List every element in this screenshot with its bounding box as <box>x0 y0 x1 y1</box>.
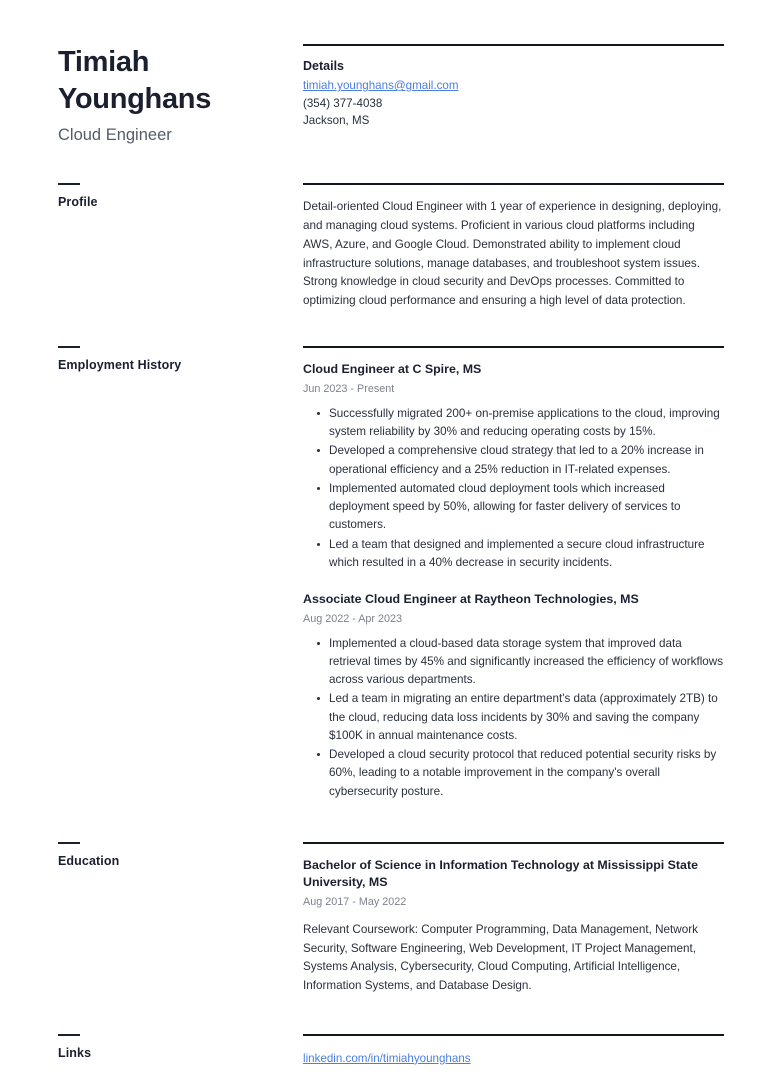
header-section <box>58 44 724 147</box>
list-item: Developed a cloud security protocol that reduced potential security risks by 60%, leading to a notable improvement in the company's overall cybersecurity posture. <box>303 746 724 801</box>
dash-icon <box>58 842 80 844</box>
employment-date: Aug 2022 - Apr 2023 <box>303 612 403 625</box>
dash-icon <box>58 346 80 348</box>
employment-entry <box>303 591 724 801</box>
linkedin-link[interactable]: linkedin.com/in/timiahyounghans <box>303 1051 471 1065</box>
employment-entry <box>303 361 724 572</box>
name-block <box>58 44 303 147</box>
profile-section <box>58 183 724 312</box>
education-section <box>58 842 724 996</box>
list-item: Led a team in migrating an entire department's data (approximately 2TB) to the cloud, reducing data loss incidents by 30% and saving the company $100K in annual maintenance costs. <box>303 690 724 745</box>
link-row <box>303 1049 724 1068</box>
section-rule-details <box>303 44 724 46</box>
employment-content <box>303 346 724 802</box>
list-item: Led a team that designed and implemented a secure cloud infrastructure which resulted in a 40% decrease in security incidents. <box>303 536 724 573</box>
dash-icon <box>58 183 80 185</box>
employment-bullet-list <box>303 635 724 801</box>
first-name: Timiah <box>58 46 150 78</box>
links-content <box>303 1034 724 1068</box>
employment-date: Jun 2023 - Present <box>303 382 395 395</box>
dash-icon <box>58 1034 80 1036</box>
employment-title: Cloud Engineer at C Spire, MS <box>303 362 482 377</box>
employment-section <box>58 346 724 802</box>
links-label-block <box>58 1034 303 1060</box>
education-date: Aug 2017 - May 2022 <box>303 895 407 908</box>
section-rule-profile <box>303 183 724 185</box>
section-label-education: Education <box>58 853 120 868</box>
section-rule-employment <box>303 346 724 348</box>
list-item: Developed a comprehensive cloud strategy that led to a 20% increase in operational efficiency and a 25% reduction in IT-related expenses. <box>303 442 724 479</box>
profile-label-block <box>58 183 303 209</box>
list-item: Successfully migrated 200+ on-premise applications to the cloud, improving system reliability by 30% and reducing operating costs by 15%. <box>303 405 724 442</box>
section-label-employment: Employment History <box>58 358 182 373</box>
employment-bullet-list <box>303 405 724 572</box>
email-link[interactable]: timiah.younghans@gmail.com <box>303 79 459 92</box>
section-rule-education <box>303 842 724 844</box>
location-text: Jackson, MS <box>303 114 370 128</box>
details-block <box>303 44 724 130</box>
profile-content <box>303 183 724 312</box>
last-name: Younghans <box>58 83 212 116</box>
section-label-links: Links <box>58 1045 92 1060</box>
education-label-block <box>58 842 303 868</box>
details-heading: Details <box>303 59 344 73</box>
page-title <box>58 44 268 118</box>
list-item: Implemented automated cloud deployment tools which increased deployment speed by 50%, allowing for faster delivery of services to customers. <box>303 480 724 535</box>
section-label-profile: Profile <box>58 194 98 209</box>
job-title: Cloud Engineer <box>58 126 172 145</box>
education-coursework: Relevant Coursework: Computer Programming, Data Management, Network Security, Software Engineering, Web Development, IT Project Management, Systems Analysis, Cybersecurity, Cloud Computing, Artificial Intelligence, Information Systems, and Database Design. <box>303 922 698 993</box>
section-rule-links <box>303 1034 724 1036</box>
links-section <box>58 1034 724 1068</box>
phone-text: (354) 377-4038 <box>303 96 383 110</box>
profile-text: Detail-oriented Cloud Engineer with 1 year of experience in designing, deploying, and managing cloud systems. Proficient in various cloud platforms including AWS, Azure, and Google Cloud. Demonstrated ability to implement cloud infrastructure solutions, manage databases, and troubleshoot system issues. Strong knowledge in cloud security and DevOps processes. Committed to optimizing cloud performance and ensuring a high level of data protection. <box>303 199 722 308</box>
education-entry <box>303 857 724 996</box>
employment-label-block <box>58 346 303 372</box>
employment-title: Associate Cloud Engineer at Raytheon Technologies, MS <box>303 592 639 607</box>
list-item: Implemented a cloud-based data storage system that improved data retrieval times by 45% and significantly increased the efficiency of workflows across various departments. <box>303 635 724 690</box>
education-title: Bachelor of Science in Information Technology at Mississippi State University, MS <box>303 857 698 890</box>
email-row <box>303 76 724 95</box>
education-content <box>303 842 724 996</box>
